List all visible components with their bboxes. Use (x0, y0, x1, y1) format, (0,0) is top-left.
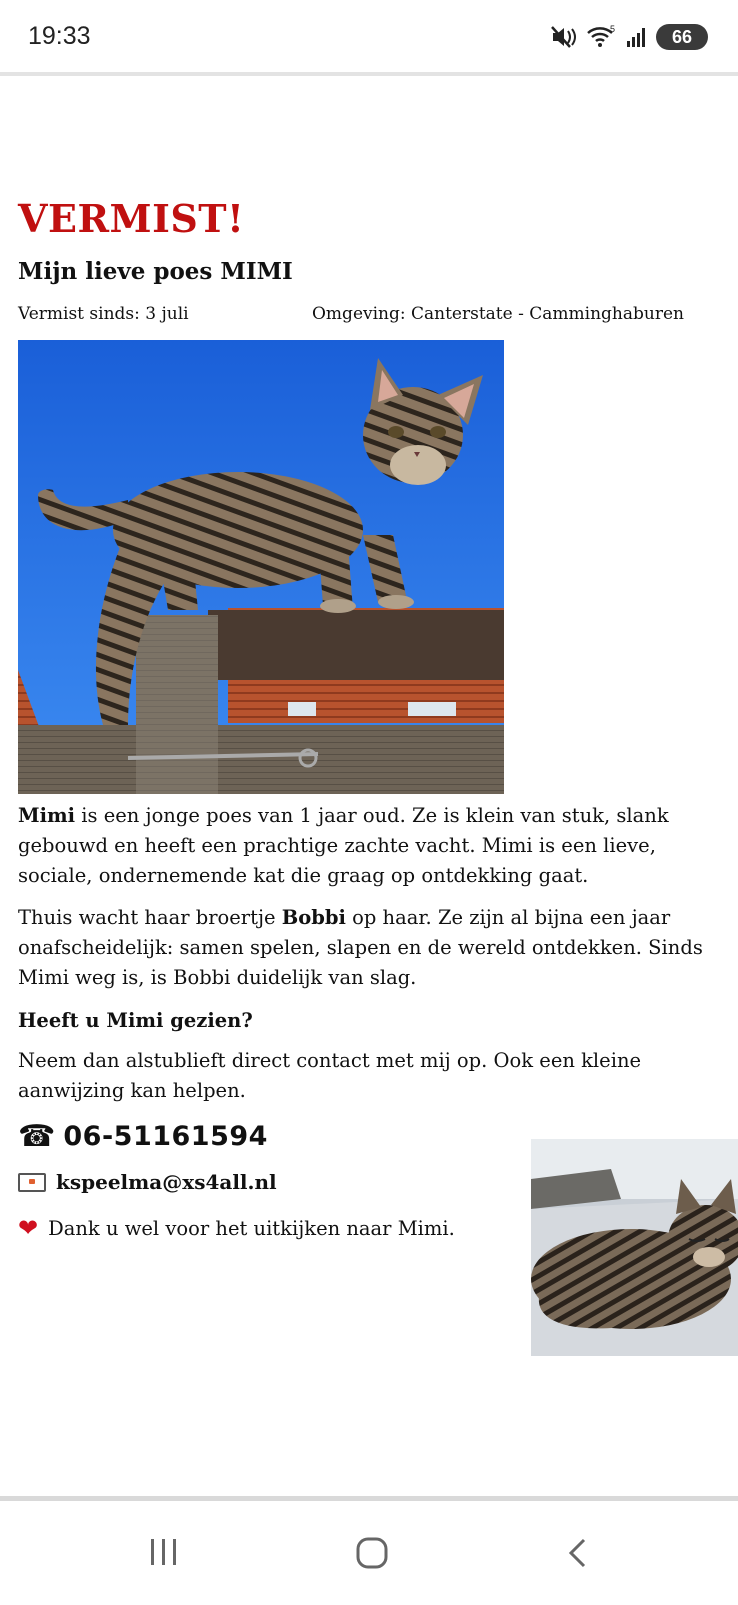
email-row[interactable] (18, 1170, 277, 1194)
cat-photo-sleeping (531, 1139, 738, 1356)
cat-name: Mimi (18, 804, 76, 827)
description-line-2: gebouwd en heeft een prachtige zachte vacht. Mimi is een lieve, (18, 834, 656, 857)
paragraph2-after: op haar. Ze zijn al bijna een jaar (345, 906, 671, 929)
home-icon[interactable] (355, 1537, 389, 1573)
cat-photo-main (18, 340, 504, 794)
phone-icon: ☎ (18, 1118, 56, 1154)
paragraph2-line-2: onafscheidelijk: samen spelen, slapen en de wereld ontdekken. Sinds (18, 936, 703, 959)
question-heading: Heeft u Mimi gezien? (18, 1009, 253, 1032)
status-time: 19:33 (28, 22, 91, 50)
recent-apps-icon[interactable] (148, 1537, 180, 1571)
missing-since: Vermist sinds: 3 juli (18, 304, 189, 324)
paragraph2-line-3: Mimi weg is, is Bobbi duidelijk van slag. (18, 966, 417, 989)
phone-row[interactable] (18, 1118, 268, 1154)
signal-icon (626, 26, 648, 48)
contact-paragraph (18, 1046, 738, 1106)
page-subheading: Mijn lieve poes MIMI (18, 258, 293, 285)
thanks-text: Dank u wel voor het uitkijken naar Mimi. (48, 1216, 455, 1240)
description-paragraph-1 (18, 801, 738, 891)
brother-name: Bobbi (281, 906, 346, 929)
page-headline: VERMIST! (18, 196, 245, 241)
mute-icon (550, 25, 578, 49)
thanks-row (18, 1216, 455, 1240)
contact-line-2: aanwijzing kan helpen. (18, 1079, 246, 1102)
status-bar (0, 0, 738, 76)
area-info: Omgeving: Canterstate - Camminghaburen (312, 304, 684, 324)
envelope-icon (18, 1173, 46, 1192)
email-address[interactable]: kspeelma@xs4all.nl (56, 1170, 277, 1194)
page-content (0, 76, 738, 1496)
battery-icon: 66 (656, 24, 708, 50)
paragraph2-before: Thuis wacht haar broertje (18, 906, 282, 929)
contact-line-1: Neem dan alstublieft direct contact met mij op. Ook een kleine (18, 1049, 642, 1072)
wifi-icon (586, 24, 618, 50)
description-line-1: is een jonge poes van 1 jaar oud. Ze is klein van stuk, slank (75, 804, 669, 827)
navigation-bar (0, 1496, 738, 1605)
status-icons (550, 22, 708, 52)
back-icon[interactable] (566, 1537, 590, 1573)
description-paragraph-2 (18, 903, 738, 993)
description-line-3: sociale, ondernemende kat die graag op ontdekking gaat. (18, 864, 589, 887)
svg-text:5: 5 (610, 24, 616, 34)
heart-icon: ❤ (18, 1214, 39, 1242)
phone-number[interactable]: 06-51161594 (63, 1121, 268, 1152)
